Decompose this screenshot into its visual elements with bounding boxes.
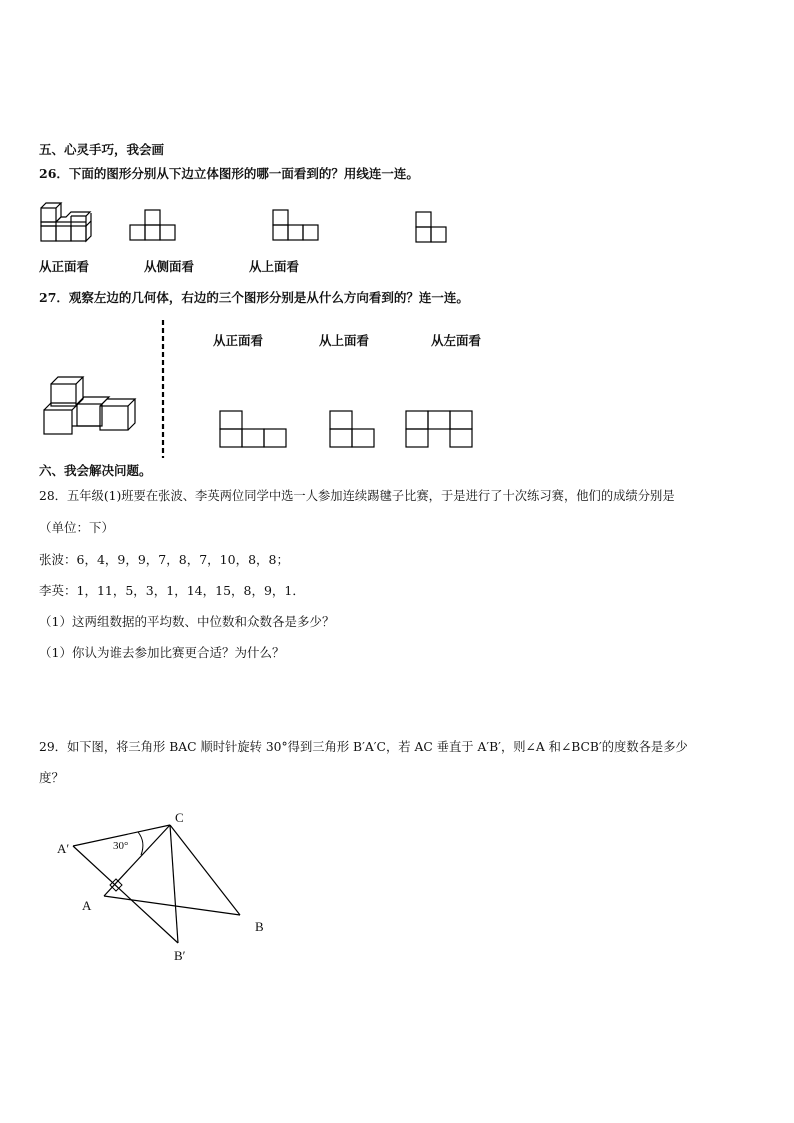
q29-angle-label: 30°	[113, 840, 129, 852]
question-27-text: 27．观察左边的几何体，右边的三个图形分别是从什么方向看到的？连一连。	[39, 290, 469, 305]
q29-point-a: A	[82, 898, 92, 913]
q27-view-shape-2	[330, 411, 374, 447]
q29-point-a-prime: A′	[57, 841, 70, 856]
q26-label-top: 从上面看	[249, 259, 300, 274]
question-28-text: 28．五年级(1)班要在张波、李英两位同学中选一人参加连续踢毽子比赛，于是进行了十次练习赛，他们的成绩分别是	[39, 489, 675, 503]
q26-view-shape-1	[130, 210, 175, 240]
question-28-sub2: （1）你认为谁去参加比赛更合适？为什么？	[39, 645, 285, 660]
question-29-text: 29．如下图，将三角形 BAC 顺时针旋转 30°得到三角形 B′A′C，若 AC 垂直于 A′B′，则∠A 和∠BCB′的度数各是多少	[39, 740, 688, 754]
q29-triangle-figure	[73, 825, 240, 943]
q29-point-b-prime: B′	[174, 948, 186, 963]
q26-label-front: 从正面看	[39, 259, 90, 274]
q29-point-c: C	[175, 810, 184, 825]
q26-view-shape-3	[416, 212, 446, 242]
question-28-sub1: （1）这两组数据的平均数、中位数和众数各是多少？	[39, 614, 335, 629]
q27-label-front: 从正面看	[213, 333, 264, 348]
q29-point-b: B	[255, 919, 264, 934]
section-5-heading: 五、心灵手巧，我会画	[39, 142, 165, 157]
question-28-zhangbo: 张波：6，4，9，9，7，8，7，10，8，8；	[39, 552, 289, 567]
q27-solid-figure	[44, 377, 135, 434]
q26-label-side: 从侧面看	[144, 259, 195, 274]
q27-view-shape-1	[220, 411, 286, 447]
question-29-text-cont: 度？	[39, 770, 65, 785]
q27-view-shape-3	[406, 411, 472, 447]
section-6-heading: 六、我会解决问题。	[39, 463, 152, 478]
question-28-liying: 李英：1，11，5，3，1，14，15，8，9，1．	[39, 583, 305, 598]
question-26-text: 26．下面的图形分别从下边立体图形的哪一面看到的？用线连一连。	[39, 166, 419, 181]
q27-label-left: 从左面看	[431, 333, 482, 348]
q26-solid-figure	[41, 203, 91, 241]
question-28-unit: （单位：下）	[39, 520, 115, 535]
q27-label-top: 从上面看	[319, 333, 370, 348]
q26-view-shape-2	[273, 210, 318, 240]
